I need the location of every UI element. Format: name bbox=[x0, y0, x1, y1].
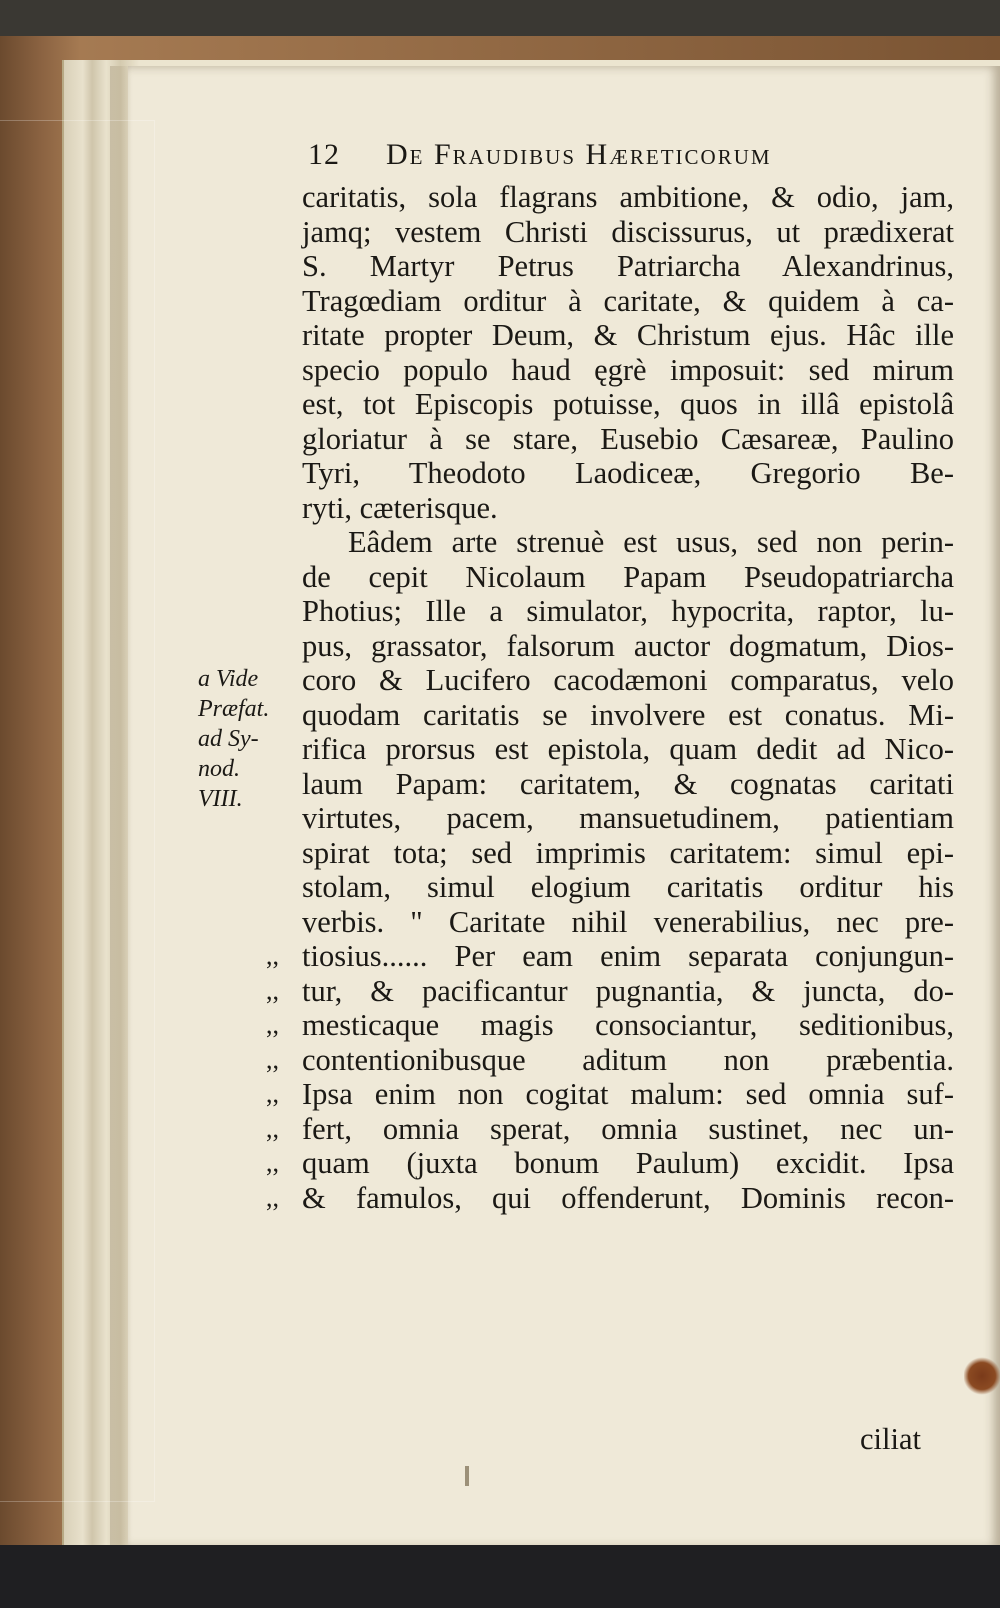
text-line bbox=[266, 1180, 954, 1216]
text-line: ryti, cæterisque. bbox=[302, 490, 498, 525]
text-line bbox=[266, 1111, 954, 1147]
text-line: quodam caritatis se involvere est conatus. Mi- bbox=[302, 697, 954, 732]
text-line: S. Martyr Petrus Patriarcha Alexandrinus, bbox=[302, 249, 954, 283]
margin-note-line: a Vide bbox=[198, 666, 259, 692]
text-line: coro & Lucifero cacodæmoni comparatus, velo bbox=[302, 663, 954, 697]
text-line: ritate propter Deum, & Christum ejus. Hâc ille bbox=[302, 318, 954, 352]
text-line: Photius; Ille a simulator, hypocrita, raptor, lu- bbox=[302, 594, 954, 628]
text-line: caritatis, sola flagrans ambitione, & odio, jam, bbox=[302, 180, 954, 214]
quote-mark: ,, bbox=[266, 1148, 279, 1177]
quote-mark: ,, bbox=[266, 941, 279, 970]
text-line: pus, grassator, falsorum auctor dogmatum, Dios- bbox=[302, 628, 954, 663]
quote-mark: ,, bbox=[266, 1010, 279, 1039]
line-text: quam (juxta bonum Paulum) excidit. Ipsa bbox=[302, 1146, 954, 1180]
text-line bbox=[266, 1042, 954, 1078]
margin-note bbox=[198, 664, 288, 814]
catchword: ciliat bbox=[860, 1422, 921, 1456]
page-header bbox=[308, 138, 948, 178]
text-line: rifica prorsus est epistola, quam dedit ad Nico- bbox=[302, 732, 954, 766]
quote-mark: ,, bbox=[266, 1113, 279, 1143]
margin-note-line: ad Sy- bbox=[198, 726, 259, 752]
page-number: 12 bbox=[308, 138, 340, 171]
quote-mark: ,, bbox=[266, 975, 279, 1005]
line-text: & famulos, qui offenderunt, Dominis recon- bbox=[302, 1180, 954, 1215]
text-line: Tragœdiam orditur à caritate, & quidem à ca- bbox=[302, 283, 954, 318]
text-line: virtutes, pacem, mansuetudinem, patientiam bbox=[302, 801, 954, 835]
line-text: fert, omnia sperat, omnia sustinet, nec un- bbox=[302, 1111, 954, 1146]
text-line: specio populo haud ęgrè imposuit: sed mirum bbox=[302, 352, 954, 387]
text-line bbox=[266, 973, 954, 1009]
text-line: Eâdem arte strenuè est usus, sed non perin- bbox=[348, 525, 954, 559]
text-line: laum Papam: caritatem, & cognatas caritati bbox=[302, 766, 954, 801]
text-line: est, tot Episcopis potuisse, quos in illâ epistolâ bbox=[302, 387, 954, 421]
quote-mark: ,, bbox=[266, 1182, 279, 1212]
running-title: De Fraudibus Hæreticorum bbox=[386, 138, 772, 171]
scan-background bbox=[0, 1545, 1000, 1608]
page-mark bbox=[465, 1466, 469, 1486]
text-line: jamq; vestem Christi discissurus, ut prædixerat bbox=[302, 214, 954, 249]
text-line: Tyri, Theodoto Laodiceæ, Gregorio Be- bbox=[302, 456, 954, 490]
body-text bbox=[266, 180, 954, 1215]
line-text: Ipsa enim non cogitat malum: sed omnia suf- bbox=[302, 1077, 954, 1111]
margin-note-line: nod. bbox=[198, 756, 240, 782]
page-stain bbox=[964, 1356, 1000, 1396]
quote-mark: ,, bbox=[266, 1079, 279, 1108]
quote-mark: ,, bbox=[266, 1044, 279, 1074]
text-line bbox=[266, 1077, 954, 1112]
line-text: contentionibusque aditum non præbentia. bbox=[302, 1042, 954, 1077]
margin-note-line: Præfat. bbox=[198, 696, 270, 722]
text-line: stolam, simul elogium caritatis orditur his bbox=[302, 870, 954, 904]
text-line: verbis. " Caritate nihil venerabilius, nec pre- bbox=[302, 904, 954, 939]
text-line bbox=[266, 1008, 954, 1043]
scan-clip-outline bbox=[0, 120, 155, 1502]
line-text: tur, & pacificantur pugnantia, & juncta, do- bbox=[302, 973, 954, 1008]
text-line bbox=[266, 939, 954, 974]
text-line: de cepit Nicolaum Papam Pseudopatriarcha bbox=[302, 559, 954, 594]
line-text: tiosius...... Per eam enim separata conjungun- bbox=[302, 939, 954, 973]
margin-note-line: VIII. bbox=[198, 786, 243, 812]
text-line: gloriatur à se stare, Eusebio Cæsareæ, Paulino bbox=[302, 421, 954, 456]
line-text: mesticaque magis consociantur, seditionibus, bbox=[302, 1008, 954, 1042]
text-line bbox=[266, 1146, 954, 1181]
text-line: spirat tota; sed imprimis caritatem: simul epi- bbox=[302, 835, 954, 870]
